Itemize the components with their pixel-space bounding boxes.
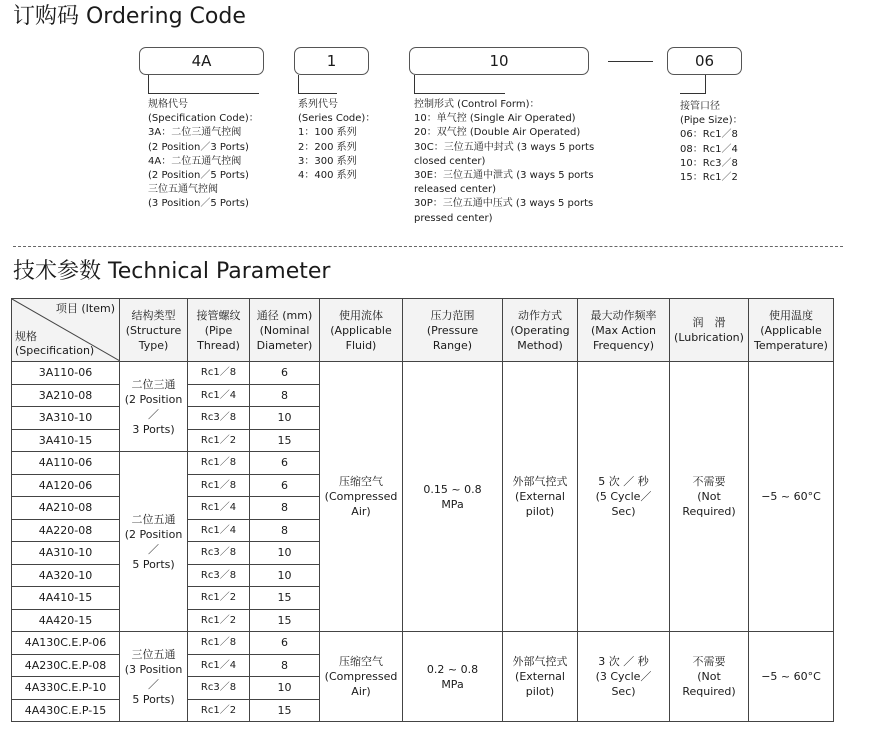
thread-cell: Rc1／2 bbox=[188, 587, 250, 610]
fluid-cell: 压缩空气 (Compressed Air) bbox=[320, 362, 403, 632]
header-operating-method: 动作方式 (Operating Method) bbox=[503, 299, 578, 362]
spec-cell: 4A120-06 bbox=[12, 474, 120, 497]
table-header-row bbox=[12, 299, 834, 362]
thread-cell: Rc1／2 bbox=[188, 609, 250, 632]
section-divider bbox=[13, 246, 843, 247]
thread-cell: Rc1／8 bbox=[188, 474, 250, 497]
header-corner-cell bbox=[12, 299, 120, 362]
spec-cell: 4A230C.E.P-08 bbox=[12, 654, 120, 677]
pressure-cell: 0.2 ~ 0.8 MPa bbox=[403, 632, 503, 722]
frequency-cell: 5 次 ／ 秒 (5 Cycle／ Sec) bbox=[578, 362, 670, 632]
spec-cell: 3A110-06 bbox=[12, 362, 120, 385]
thread-cell: Rc3／8 bbox=[188, 677, 250, 700]
spec-cell: 4A310-10 bbox=[12, 542, 120, 565]
diameter-cell: 15 bbox=[250, 587, 320, 610]
temperature-cell: −5 ~ 60°C bbox=[749, 632, 834, 722]
lubrication-cell: 不需要 (Not Required) bbox=[670, 632, 749, 722]
header-applicable-fluid: 使用流体 (Applicable Fluid) bbox=[320, 299, 403, 362]
diameter-cell: 8 bbox=[250, 497, 320, 520]
header-structure-type: 结构类型 (Structure Type) bbox=[120, 299, 188, 362]
thread-cell: Rc1／4 bbox=[188, 384, 250, 407]
pipe-size-desc: 接管口径 (Pipe Size)： 06：Rc1／8 08：Rc1／4 10：Rc3／8 15：Rc1／2 bbox=[680, 101, 743, 184]
spec-cell: 4A420-15 bbox=[12, 609, 120, 632]
header-max-action-frequency: 最大动作频率 (Max Action Frequency) bbox=[578, 299, 670, 362]
thread-cell: Rc1／2 bbox=[188, 699, 250, 722]
thread-cell: Rc3／8 bbox=[188, 407, 250, 430]
diameter-cell: 6 bbox=[250, 362, 320, 385]
code-box-control: 10 bbox=[409, 47, 589, 75]
pressure-cell: 0.15 ~ 0.8 MPa bbox=[403, 362, 503, 632]
structure-cell: 二位五通 (2 Position／ 5 Ports) bbox=[120, 452, 188, 632]
spec-cell: 4A330C.E.P-10 bbox=[12, 677, 120, 700]
diameter-cell: 6 bbox=[250, 632, 320, 655]
header-pressure-range: 压力范围 (Pressure Range) bbox=[403, 299, 503, 362]
thread-cell: Rc1／2 bbox=[188, 429, 250, 452]
table-row bbox=[12, 362, 834, 385]
spec-cell: 4A110-06 bbox=[12, 452, 120, 475]
diameter-cell: 10 bbox=[250, 407, 320, 430]
header-specification: 规格 (Specification) bbox=[15, 330, 95, 357]
spec-cell: 4A210-08 bbox=[12, 497, 120, 520]
thread-cell: Rc1／4 bbox=[188, 654, 250, 677]
structure-cell: 三位五通 (3 Position／ 5 Ports) bbox=[120, 632, 188, 722]
spec-cell: 3A410-15 bbox=[12, 429, 120, 452]
diameter-cell: 6 bbox=[250, 474, 320, 497]
ordering-code-title: 订购码 Ordering Code bbox=[13, 4, 246, 29]
thread-cell: Rc3／8 bbox=[188, 564, 250, 587]
header-item: 项目 (Item) bbox=[55, 302, 115, 315]
lubrication-cell: 不需要 (Not Required) bbox=[670, 362, 749, 632]
code-separator-dash bbox=[608, 61, 653, 62]
thread-cell: Rc3／8 bbox=[188, 542, 250, 565]
thread-cell: Rc1／8 bbox=[188, 632, 250, 655]
series-code-desc: 系列代号 (Series Code)： 1：100 系列 2：200 系列 3：300 系列 4：400 系列 bbox=[298, 99, 376, 182]
bracket-pipe-size bbox=[680, 75, 706, 94]
spec-cell: 4A220-08 bbox=[12, 519, 120, 542]
control-form-desc: 控制形式 (Control Form)： 10：单气控 (Single Air Operated) 20：双气控 (Double Air Operated) 30C：三位五通中封式 (3 ways 5 ports closed center) 30E：三位五通中泄式 (3 ways 5 ports released center) 30P：三位五通中压式 (3 ways 5 ports pressed center) bbox=[414, 99, 595, 224]
header-nominal-diameter: 通径 (mm) (Nominal Diameter) bbox=[250, 299, 320, 362]
diameter-cell: 10 bbox=[250, 564, 320, 587]
header-pipe-thread: 接管螺纹 (Pipe Thread) bbox=[188, 299, 250, 362]
diameter-cell: 10 bbox=[250, 677, 320, 700]
spec-cell: 3A210-08 bbox=[12, 384, 120, 407]
bracket-series bbox=[298, 75, 337, 94]
code-box-series: 1 bbox=[294, 47, 369, 75]
method-cell: 外部气控式 (External pilot) bbox=[503, 362, 578, 632]
structure-cell: 二位三通 (2 Position／ 3 Ports) bbox=[120, 362, 188, 452]
specification-code-desc: 规格代号 (Specification Code)： 3A：二位三通气控阀 (2 Position／3 Ports) 4A：二位五通气控阀 (2 Position／5 Ports) 三位五通气控阀 (3 Position／5 Ports) bbox=[148, 99, 259, 210]
bracket-control bbox=[414, 75, 505, 94]
technical-parameter-table bbox=[11, 298, 834, 722]
spec-cell: 3A310-10 bbox=[12, 407, 120, 430]
thread-cell: Rc1／8 bbox=[188, 452, 250, 475]
fluid-cell: 压缩空气 (Compressed Air) bbox=[320, 632, 403, 722]
spec-cell: 4A430C.E.P-15 bbox=[12, 699, 120, 722]
diameter-cell: 15 bbox=[250, 429, 320, 452]
code-box-pipe-size: 06 bbox=[667, 47, 742, 75]
diameter-cell: 10 bbox=[250, 542, 320, 565]
header-lubrication: 润 滑 (Lubrication) bbox=[670, 299, 749, 362]
table-row bbox=[12, 632, 834, 655]
spec-cell: 4A320-10 bbox=[12, 564, 120, 587]
technical-parameter-title: 技术参数 Technical Parameter bbox=[13, 259, 331, 284]
bracket-specification bbox=[148, 75, 259, 94]
code-box-specification: 4A bbox=[139, 47, 264, 75]
temperature-cell: −5 ~ 60°C bbox=[749, 362, 834, 632]
method-cell: 外部气控式 (External pilot) bbox=[503, 632, 578, 722]
diameter-cell: 8 bbox=[250, 654, 320, 677]
diameter-cell: 15 bbox=[250, 609, 320, 632]
frequency-cell: 3 次 ／ 秒 (3 Cycle／ Sec) bbox=[578, 632, 670, 722]
diameter-cell: 8 bbox=[250, 519, 320, 542]
diameter-cell: 15 bbox=[250, 699, 320, 722]
spec-cell: 4A410-15 bbox=[12, 587, 120, 610]
diameter-cell: 6 bbox=[250, 452, 320, 475]
thread-cell: Rc1／8 bbox=[188, 362, 250, 385]
spec-cell: 4A130C.E.P-06 bbox=[12, 632, 120, 655]
diameter-cell: 8 bbox=[250, 384, 320, 407]
header-applicable-temperature: 使用温度 (Applicable Temperature) bbox=[749, 299, 834, 362]
thread-cell: Rc1／4 bbox=[188, 519, 250, 542]
thread-cell: Rc1／4 bbox=[188, 497, 250, 520]
